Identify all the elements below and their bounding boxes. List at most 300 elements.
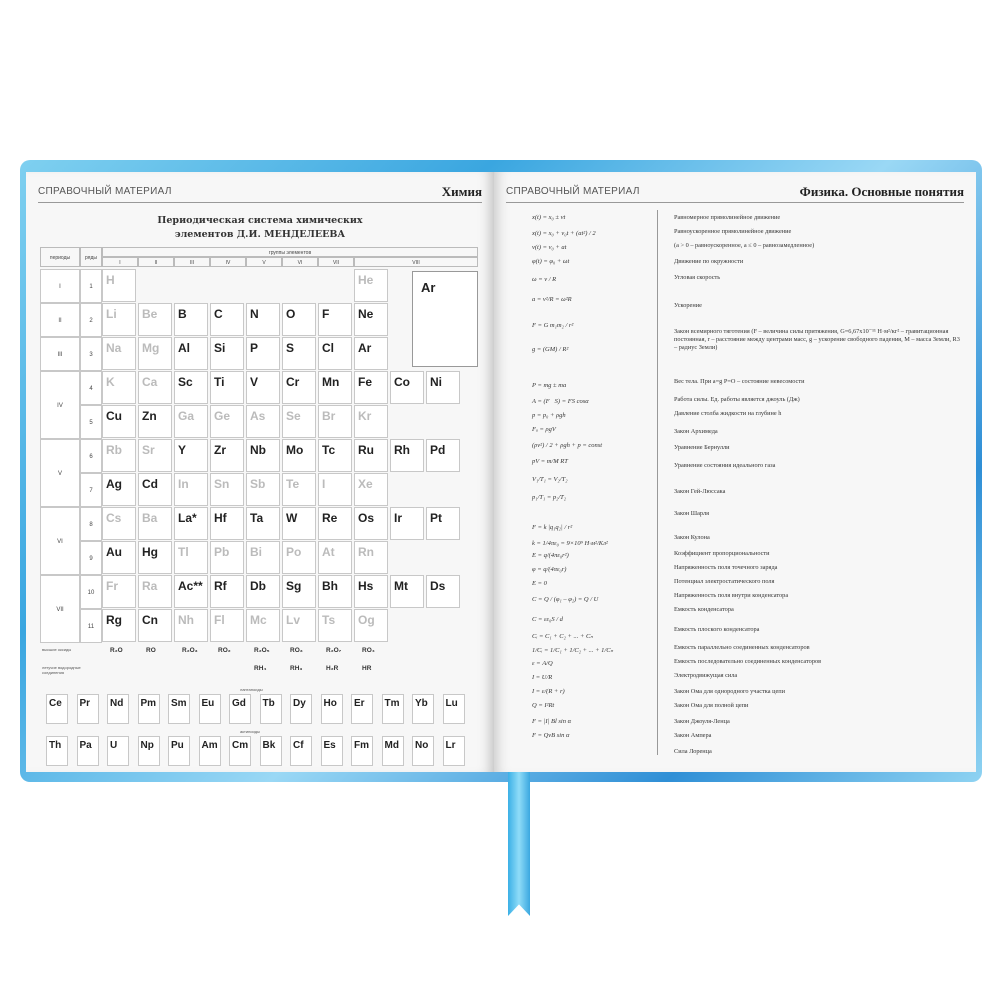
element-cell (354, 575, 388, 608)
element-symbol: Cm (232, 740, 249, 751)
element-symbol: Mt (394, 579, 408, 593)
element-symbol: B (178, 307, 187, 321)
element-symbol: Nd (110, 698, 124, 709)
row-label: 5 (80, 405, 102, 439)
element-cell (138, 337, 172, 370)
period-label: V (40, 439, 80, 507)
hydride-formula: HR (362, 665, 372, 672)
concept-description: Закон Шарля (674, 510, 710, 517)
concept-description: Коэффициент пропорциональности (674, 550, 770, 557)
element-cell (354, 337, 388, 370)
rows-header: ряды (80, 247, 102, 267)
formula: P = mg ± ma (532, 382, 567, 389)
concept-description: Закон Ома для полной цепи (674, 702, 749, 709)
element-symbol: Sn (214, 477, 230, 491)
formula: p = p₀ + ρgh (532, 412, 566, 419)
element-symbol: Bi (250, 545, 262, 559)
element-symbol: Tl (178, 545, 189, 559)
element-symbol: U (110, 740, 118, 751)
element-cell (318, 439, 352, 472)
formula: x(t) = x₀ ± vt (532, 214, 566, 221)
lanthanide-cell (168, 694, 190, 724)
concept-description: Вес тела. При a=g P=O – состояние невесомости (674, 378, 805, 385)
element-symbol: Er (354, 698, 365, 709)
formula: p₁/T₁ = p₂/T₂ (532, 494, 567, 501)
element-symbol: Am (201, 740, 218, 751)
formula: F = G m₁m₂ / r² (532, 322, 574, 329)
actinide-cell (260, 736, 282, 766)
row-label: 2 (80, 303, 102, 337)
formula: C = εε₀S / d (532, 616, 563, 623)
element-symbol: Fm (354, 740, 369, 751)
element-cell (210, 337, 244, 370)
element-symbol: Si (214, 341, 226, 355)
element-cell (174, 303, 208, 336)
column-divider (657, 210, 658, 755)
element-symbol: Rf (214, 579, 227, 593)
row-label: 3 (80, 337, 102, 371)
concept-description: Закон всемирного тяготения (F – величина силы притяжения, G=6,67х10⁻¹¹ Н·м²/кг² – гравитационная постоянная, r – расстояние между центрами масс, g – ускорение свободного падения, M – масса Земли, R3 – радиус Земли) (674, 328, 960, 351)
actinide-cell (382, 736, 404, 766)
row-label: 1 (80, 269, 102, 303)
element-cell (318, 371, 352, 404)
element-cell (174, 371, 208, 404)
element-symbol: Ac** (178, 579, 203, 593)
element-symbol: Hg (142, 545, 158, 559)
element-symbol: Ni (430, 375, 442, 389)
element-cell (174, 541, 208, 574)
element-symbol: Lu (445, 698, 458, 709)
actinide-cell (107, 736, 129, 766)
actinide-cell (138, 736, 160, 766)
lanthanide-cell (290, 694, 312, 724)
element-symbol: Co (394, 375, 410, 389)
element-symbol: Ru (358, 443, 374, 457)
element-symbol: Al (178, 341, 190, 355)
element-cell (426, 439, 460, 472)
oxide-formula: R₂O₇ (326, 647, 342, 654)
element-symbol: Fr (106, 579, 118, 593)
group-header: I (102, 257, 138, 267)
formula: C = Q / (φ₁ – φ₂) = Q / U (532, 596, 599, 603)
lanthanide-cell (138, 694, 160, 724)
element-cell (102, 507, 136, 540)
element-cell (138, 541, 172, 574)
formula: A = (F⃗S) = FS cosα (532, 398, 589, 405)
element-symbol: Cr (286, 375, 300, 389)
periods-header: периоды (40, 247, 80, 267)
formula: φ(t) = φ₀ + ωt (532, 258, 570, 265)
element-symbol: Ba (142, 511, 158, 525)
formula: x(t) = x₀ + v₀t + (at²) / 2 (532, 230, 596, 237)
hydride-formula: H₂R (326, 665, 339, 672)
element-symbol: Bk (262, 740, 276, 751)
element-cell (246, 439, 280, 472)
element-symbol: Rb (106, 443, 122, 457)
row-label: 6 (80, 439, 102, 473)
element-symbol: Dy (293, 698, 306, 709)
element-cell (102, 575, 136, 608)
element-cell (210, 473, 244, 506)
concept-description: Емкость плоского конденсатора (674, 626, 760, 633)
element-symbol: I (322, 477, 326, 491)
element-cell (390, 439, 424, 472)
periodic-table (40, 247, 478, 751)
element-symbol: Ag (106, 477, 122, 491)
row-label: 10 (80, 575, 102, 609)
formula: φ = q/(4πε₀r) (532, 566, 567, 573)
element-symbol: Pr (79, 698, 91, 709)
element-symbol: Ra (142, 579, 158, 593)
element-symbol: Zn (142, 409, 157, 423)
element-cell (210, 507, 244, 540)
oxide-formula: RO₄ (362, 647, 375, 654)
formula: Q = I²Rt (532, 702, 555, 709)
concept-description: Угловая скорость (674, 274, 721, 281)
formula: F = QvB sin α (532, 732, 570, 739)
element-cell (174, 405, 208, 438)
oxides-label: высшие оксиды (42, 647, 72, 652)
formula: 1/Cᵢ = 1/C₁ + 1/C₂ + ... + 1/Cₙ (532, 647, 614, 654)
group-header: VII (318, 257, 354, 267)
actinide-cell (229, 736, 251, 766)
actinide-cell (351, 736, 373, 766)
element-cell (246, 541, 280, 574)
element-cell (282, 405, 316, 438)
concept-description: Емкость конденсатора (674, 606, 734, 613)
element-symbol: Re (322, 511, 338, 525)
element-cell (318, 405, 352, 438)
period-label: II (40, 303, 80, 337)
element-cell (282, 303, 316, 336)
actinide-cell (46, 736, 68, 766)
actinide-cell (290, 736, 312, 766)
concept-description: Электродвижущая сила (674, 672, 738, 679)
element-cell (210, 439, 244, 472)
element-symbol: O (286, 307, 296, 321)
hydride-formula: RH₄ (254, 665, 267, 672)
lanthanide-cell (443, 694, 465, 724)
period-label: VI (40, 507, 80, 575)
element-cell (138, 405, 172, 438)
oxide-formula: R₂O₅ (254, 647, 270, 654)
element-symbol: Y (178, 443, 187, 457)
element-symbol: Ne (358, 307, 374, 321)
element-symbol: Sg (286, 579, 302, 593)
periodic-table-title (26, 214, 494, 242)
element-cell (354, 405, 388, 438)
row-label: 8 (80, 507, 102, 541)
element-symbol: K (106, 375, 115, 389)
formula: g = (GM) / R² (532, 346, 569, 353)
element-cell (246, 405, 280, 438)
formula: k = 1/4πε₀ = 9×10⁹ Н·м²/Кл² (532, 540, 608, 547)
element-symbol: Tc (322, 443, 336, 457)
element-symbol: Ds (430, 579, 446, 593)
element-cell (102, 439, 136, 472)
lanthanide-cell (412, 694, 434, 724)
element-cell (318, 473, 352, 506)
element-cell (354, 473, 388, 506)
element-symbol: H (106, 273, 115, 287)
element-symbol: Mg (142, 341, 160, 355)
element-symbol: Lr (445, 740, 456, 751)
element-symbol: Mn (322, 375, 340, 389)
element-cell (246, 303, 280, 336)
element-cell (174, 507, 208, 540)
group-header: IV (210, 257, 246, 267)
oxide-formula: R₂O (110, 647, 123, 654)
formula: F = |I| Bl sin α (532, 718, 571, 725)
element-cell (354, 439, 388, 472)
element-cell (318, 575, 352, 608)
lanthanide-cell (260, 694, 282, 724)
periodic-table-grid (40, 267, 478, 751)
element-symbol: Cd (142, 477, 158, 491)
formula: F = k |q₁q₂| / r² (532, 524, 573, 531)
concept-description: Емкость последовательно соединенных конденсаторов (674, 658, 822, 665)
element-symbol: Pa (79, 740, 92, 751)
element-symbol: Mc (250, 613, 267, 627)
group-header: VIII (354, 257, 478, 267)
element-symbol: Sm (171, 698, 187, 709)
element-symbol: Tm (384, 698, 400, 709)
element-cell (282, 337, 316, 370)
element-cell (138, 371, 172, 404)
element-symbol: Nb (250, 443, 266, 457)
element-symbol: Ir (394, 511, 403, 525)
element-symbol: Rn (358, 545, 374, 559)
element-cell (210, 371, 244, 404)
groups-header: группы элементов (102, 247, 478, 257)
concept-description: Закон Ома для однородного участка цепи (674, 688, 786, 695)
element-cell (102, 541, 136, 574)
element-symbol: Cn (142, 613, 158, 627)
actinide-cell (443, 736, 465, 766)
lanthanide-cell (351, 694, 373, 724)
element-symbol: Mo (286, 443, 304, 457)
element-symbol: Lv (286, 613, 301, 627)
element-symbol: Kr (358, 409, 372, 423)
element-symbol: Li (106, 307, 117, 321)
element-symbol: La* (178, 511, 197, 525)
topic-title: Физика. Основные понятия (799, 184, 964, 199)
element-legend (412, 271, 478, 367)
element-cell (210, 541, 244, 574)
oxide-formula: R₂O₃ (182, 647, 198, 654)
element-symbol: Po (286, 545, 302, 559)
group-header: VI (282, 257, 318, 267)
element-symbol: Xe (358, 477, 373, 491)
element-cell (426, 507, 460, 540)
element-cell (318, 303, 352, 336)
element-cell (102, 609, 136, 642)
concept-description: Напряженность поля точечного заряда (674, 564, 778, 571)
element-cell (174, 473, 208, 506)
element-cell (354, 609, 388, 642)
element-symbol: Es (323, 740, 336, 751)
row-label: 11 (80, 609, 102, 643)
element-symbol: At (322, 545, 335, 559)
element-cell (138, 473, 172, 506)
group-header: III (174, 257, 210, 267)
element-cell (138, 575, 172, 608)
element-cell (246, 473, 280, 506)
element-cell (102, 405, 136, 438)
concept-description: Равномерное прямолинейное движение (674, 214, 781, 221)
row-label: 4 (80, 371, 102, 405)
element-symbol: Og (358, 613, 375, 627)
element-symbol: P (250, 341, 259, 355)
element-cell (318, 609, 352, 642)
element-cell (174, 575, 208, 608)
element-cell (174, 439, 208, 472)
concept-description: Движение по окружности (674, 258, 744, 265)
element-symbol: Pt (430, 511, 442, 525)
element-symbol: Na (106, 341, 122, 355)
element-cell (102, 303, 136, 336)
element-cell (318, 541, 352, 574)
actinides-label: актиноиды (240, 729, 260, 734)
formula: I = ε/(R + r) (532, 688, 565, 695)
element-symbol: Bh (322, 579, 338, 593)
element-cell (210, 303, 244, 336)
element-cell (426, 575, 460, 608)
element-symbol: Ar (358, 341, 372, 355)
element-symbol: Db (250, 579, 266, 593)
element-symbol: As (250, 409, 266, 423)
actinide-cell (199, 736, 221, 766)
formula: Fₐ = ρgV (532, 426, 556, 433)
element-cell (282, 371, 316, 404)
element-cell (390, 507, 424, 540)
element-cell (282, 609, 316, 642)
element-symbol: Md (384, 740, 399, 751)
element-cell (282, 541, 316, 574)
lanthanide-cell (321, 694, 343, 724)
element-symbol: Se (286, 409, 301, 423)
element-symbol: Hf (214, 511, 227, 525)
element-symbol: N (250, 307, 259, 321)
element-cell (246, 507, 280, 540)
element-cell (246, 337, 280, 370)
element-cell (210, 609, 244, 642)
element-symbol: Ce (49, 698, 62, 709)
element-symbol: V (250, 375, 259, 389)
element-cell (246, 371, 280, 404)
element-symbol: No (415, 740, 429, 751)
element-symbol: Cl (322, 341, 334, 355)
element-cell (138, 609, 172, 642)
concept-description: Закон Гей-Люссака (674, 488, 726, 495)
element-symbol: Np (140, 740, 154, 751)
formula: ε = A/Q (532, 660, 553, 667)
left-page (26, 172, 494, 772)
formula: E = q/(4πε₀r²) (532, 552, 569, 559)
element-cell (102, 337, 136, 370)
element-symbol: Sc (178, 375, 193, 389)
element-symbol: Br (322, 409, 336, 423)
formula: (ρv²) / 2 + ρgh + p = const (532, 442, 603, 449)
section-label: СПРАВОЧНЫЙ МАТЕРИАЛ (506, 186, 640, 197)
period-label: I (40, 269, 80, 303)
element-symbol: Cs (106, 511, 122, 525)
element-symbol: Pb (214, 545, 230, 559)
element-symbol: Ca (142, 375, 158, 389)
group-header: II (138, 257, 174, 267)
right-page-header (506, 186, 964, 203)
formula: ω = v / R (532, 276, 557, 283)
element-symbol: Th (49, 740, 62, 751)
element-cell (138, 507, 172, 540)
period-label: IV (40, 371, 80, 439)
formula: E = 0 (532, 580, 547, 587)
concept-description: Напряженность поля внутри конденсатора (674, 592, 789, 599)
formula: I = U/R (532, 674, 553, 681)
left-page-header (38, 186, 482, 203)
element-symbol: Rh (394, 443, 410, 457)
element-symbol: Os (358, 511, 375, 525)
element-symbol: Pd (430, 443, 446, 457)
concept-description: Давление столба жидкости на глубине h (674, 410, 782, 417)
element-cell (210, 575, 244, 608)
element-symbol: Tb (262, 698, 275, 709)
lanthanide-cell (382, 694, 404, 724)
element-cell (246, 575, 280, 608)
concept-description: Уравнение состояния идеального газа (674, 462, 776, 469)
element-symbol: Nh (178, 613, 194, 627)
element-symbol: Ga (178, 409, 195, 423)
element-symbol: C (214, 307, 223, 321)
element-symbol: Eu (201, 698, 215, 709)
concept-description: Равноускоренное прямолинейное движение (674, 228, 792, 235)
element-symbol: Pm (140, 698, 157, 709)
formula: v(t) = v₀ + at (532, 244, 567, 251)
title-line-1: Периодическая система химических (157, 215, 363, 226)
oxide-formula: RO₂ (218, 647, 231, 654)
concept-description: Закон Ампера (674, 732, 712, 739)
element-cell (174, 609, 208, 642)
formula: a = v²/R = ω²R (532, 296, 572, 303)
element-cell (390, 371, 424, 404)
lanthanide-cell (77, 694, 99, 724)
element-cell (354, 507, 388, 540)
element-symbol: Au (106, 545, 122, 559)
bookmark-ribbon (508, 770, 530, 916)
formula: pV = m/M RT (532, 458, 568, 465)
element-cell (174, 337, 208, 370)
element-cell (426, 371, 460, 404)
row-label: 9 (80, 541, 102, 575)
element-symbol: Pu (171, 740, 184, 751)
concept-description: Емкость параллельно соединенных конденсаторов (674, 644, 810, 651)
group-header: V (246, 257, 282, 267)
formula: Cᵢ = C₁ + C₂ + ... + Cₙ (532, 633, 593, 640)
concept-description: Сила Лоренца (674, 748, 712, 755)
element-symbol: Rg (106, 613, 122, 627)
hydride-formula: RH₃ (290, 665, 303, 672)
periodic-table-header (40, 247, 478, 267)
title-line-2: элементов Д.И. МЕНДЕЛЕЕВА (174, 229, 346, 240)
element-cell (354, 303, 388, 336)
lanthanide-cell (107, 694, 129, 724)
concept-description: Ускорение (674, 302, 702, 309)
element-symbol: Hs (358, 579, 374, 593)
oxide-formula: RO₃ (290, 647, 303, 654)
element-symbol: Fl (214, 613, 225, 627)
element-symbol: He (358, 273, 374, 287)
hydrides-label: летучие водородные соединения (42, 665, 81, 675)
